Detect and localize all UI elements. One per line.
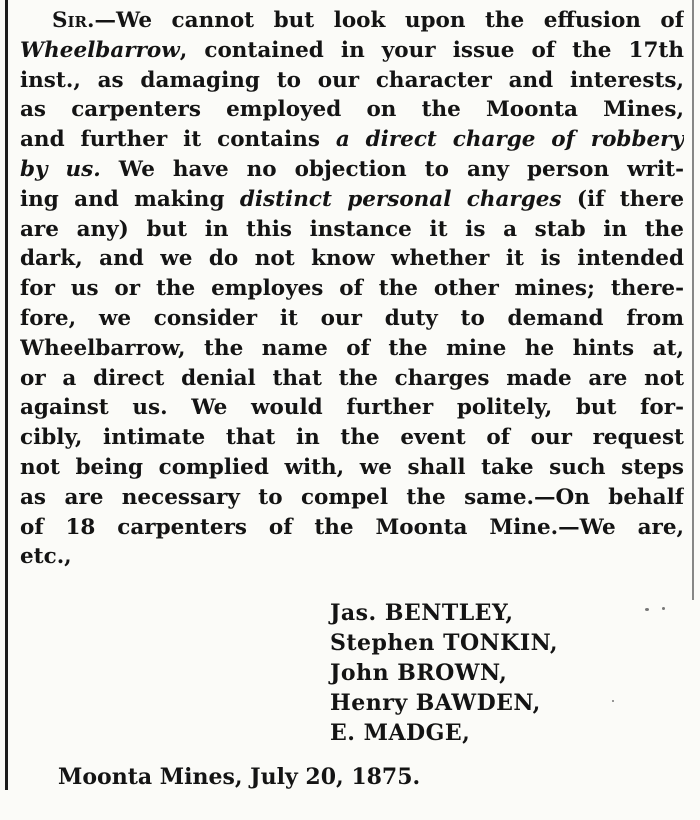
text-segment: as are necessary to compel the same.—On behalf xyxy=(20,484,684,510)
text-segment: and further it contains xyxy=(20,127,336,153)
text-segment: cibly, intimate that in the event of our request xyxy=(20,425,684,451)
text-line xyxy=(20,66,684,96)
text-line xyxy=(20,274,684,304)
text-line xyxy=(20,155,684,185)
letter-body xyxy=(20,6,684,572)
text-segment: inst., as damaging to our character and interests, xyxy=(20,67,684,93)
text-line xyxy=(20,542,684,572)
text-segment: are any) but in this instance it is a stab in the xyxy=(20,216,684,242)
text-line xyxy=(20,393,684,423)
text-segment: for us or the employes of the other mines; there- xyxy=(20,276,684,302)
text-segment: .—We cannot but look upon the effusion of xyxy=(87,8,684,33)
text-segment: , contained in your issue of the 17th xyxy=(179,37,684,63)
emphasis-text: a direct charge of robbery xyxy=(335,127,684,153)
signature-line: John BROWN, xyxy=(330,660,508,686)
text-segment: Wheelbarrow, the name of the mine he hints at, xyxy=(20,335,684,361)
text-line xyxy=(20,215,684,245)
text-segment: of 18 carpenters of the Moonta Mine.—We are, xyxy=(20,514,684,540)
text-line xyxy=(20,453,684,483)
text-line xyxy=(20,95,684,125)
text-segment: as carpenters employed on the Moonta Mines, xyxy=(20,97,684,123)
print-speck xyxy=(662,607,665,610)
text-line xyxy=(20,334,684,364)
text-segment: fore, we consider it our duty to demand from xyxy=(20,305,684,331)
text-line xyxy=(20,513,684,543)
signature-line: Stephen TONKIN, xyxy=(330,630,558,656)
emphasis-text: distinct personal charges xyxy=(239,186,562,212)
text-segment: not being complied with, we shall take such steps xyxy=(20,454,684,480)
text-line xyxy=(20,244,684,274)
print-speck xyxy=(645,608,649,611)
text-line xyxy=(20,125,684,155)
emphasis-text: by us. xyxy=(20,156,101,182)
text-segment: dark, and we do not know whether it is intended xyxy=(20,246,684,272)
text-segment: or a direct denial that the charges made are not xyxy=(20,365,684,391)
text-segment: etc., xyxy=(20,544,72,570)
salutation: Sir xyxy=(52,8,88,33)
column-rule-right xyxy=(692,0,694,600)
emphasis-text: Wheelbarrow xyxy=(20,37,180,63)
signature-line: Jas. BENTLEY, xyxy=(330,600,514,626)
text-line xyxy=(20,185,684,215)
text-line xyxy=(20,423,684,453)
text-line xyxy=(20,36,684,66)
text-line xyxy=(20,304,684,334)
column-rule-left xyxy=(5,0,8,790)
text-segment: ing and making xyxy=(20,186,240,212)
signature-block xyxy=(330,598,558,748)
text-line xyxy=(20,483,684,513)
text-segment: We have no objection to any person writ- xyxy=(100,156,684,182)
signature-line: Henry BAWDEN, xyxy=(330,690,541,716)
text-line xyxy=(20,364,684,394)
print-speck xyxy=(612,700,614,702)
text-segment: against us. We would further politely, but for- xyxy=(20,395,684,421)
text-segment: (if there xyxy=(561,186,684,212)
signature-line: E. MADGE, xyxy=(330,720,471,746)
text-line xyxy=(20,6,684,36)
dateline: Moonta Mines, July 20, 1875. xyxy=(58,764,421,790)
